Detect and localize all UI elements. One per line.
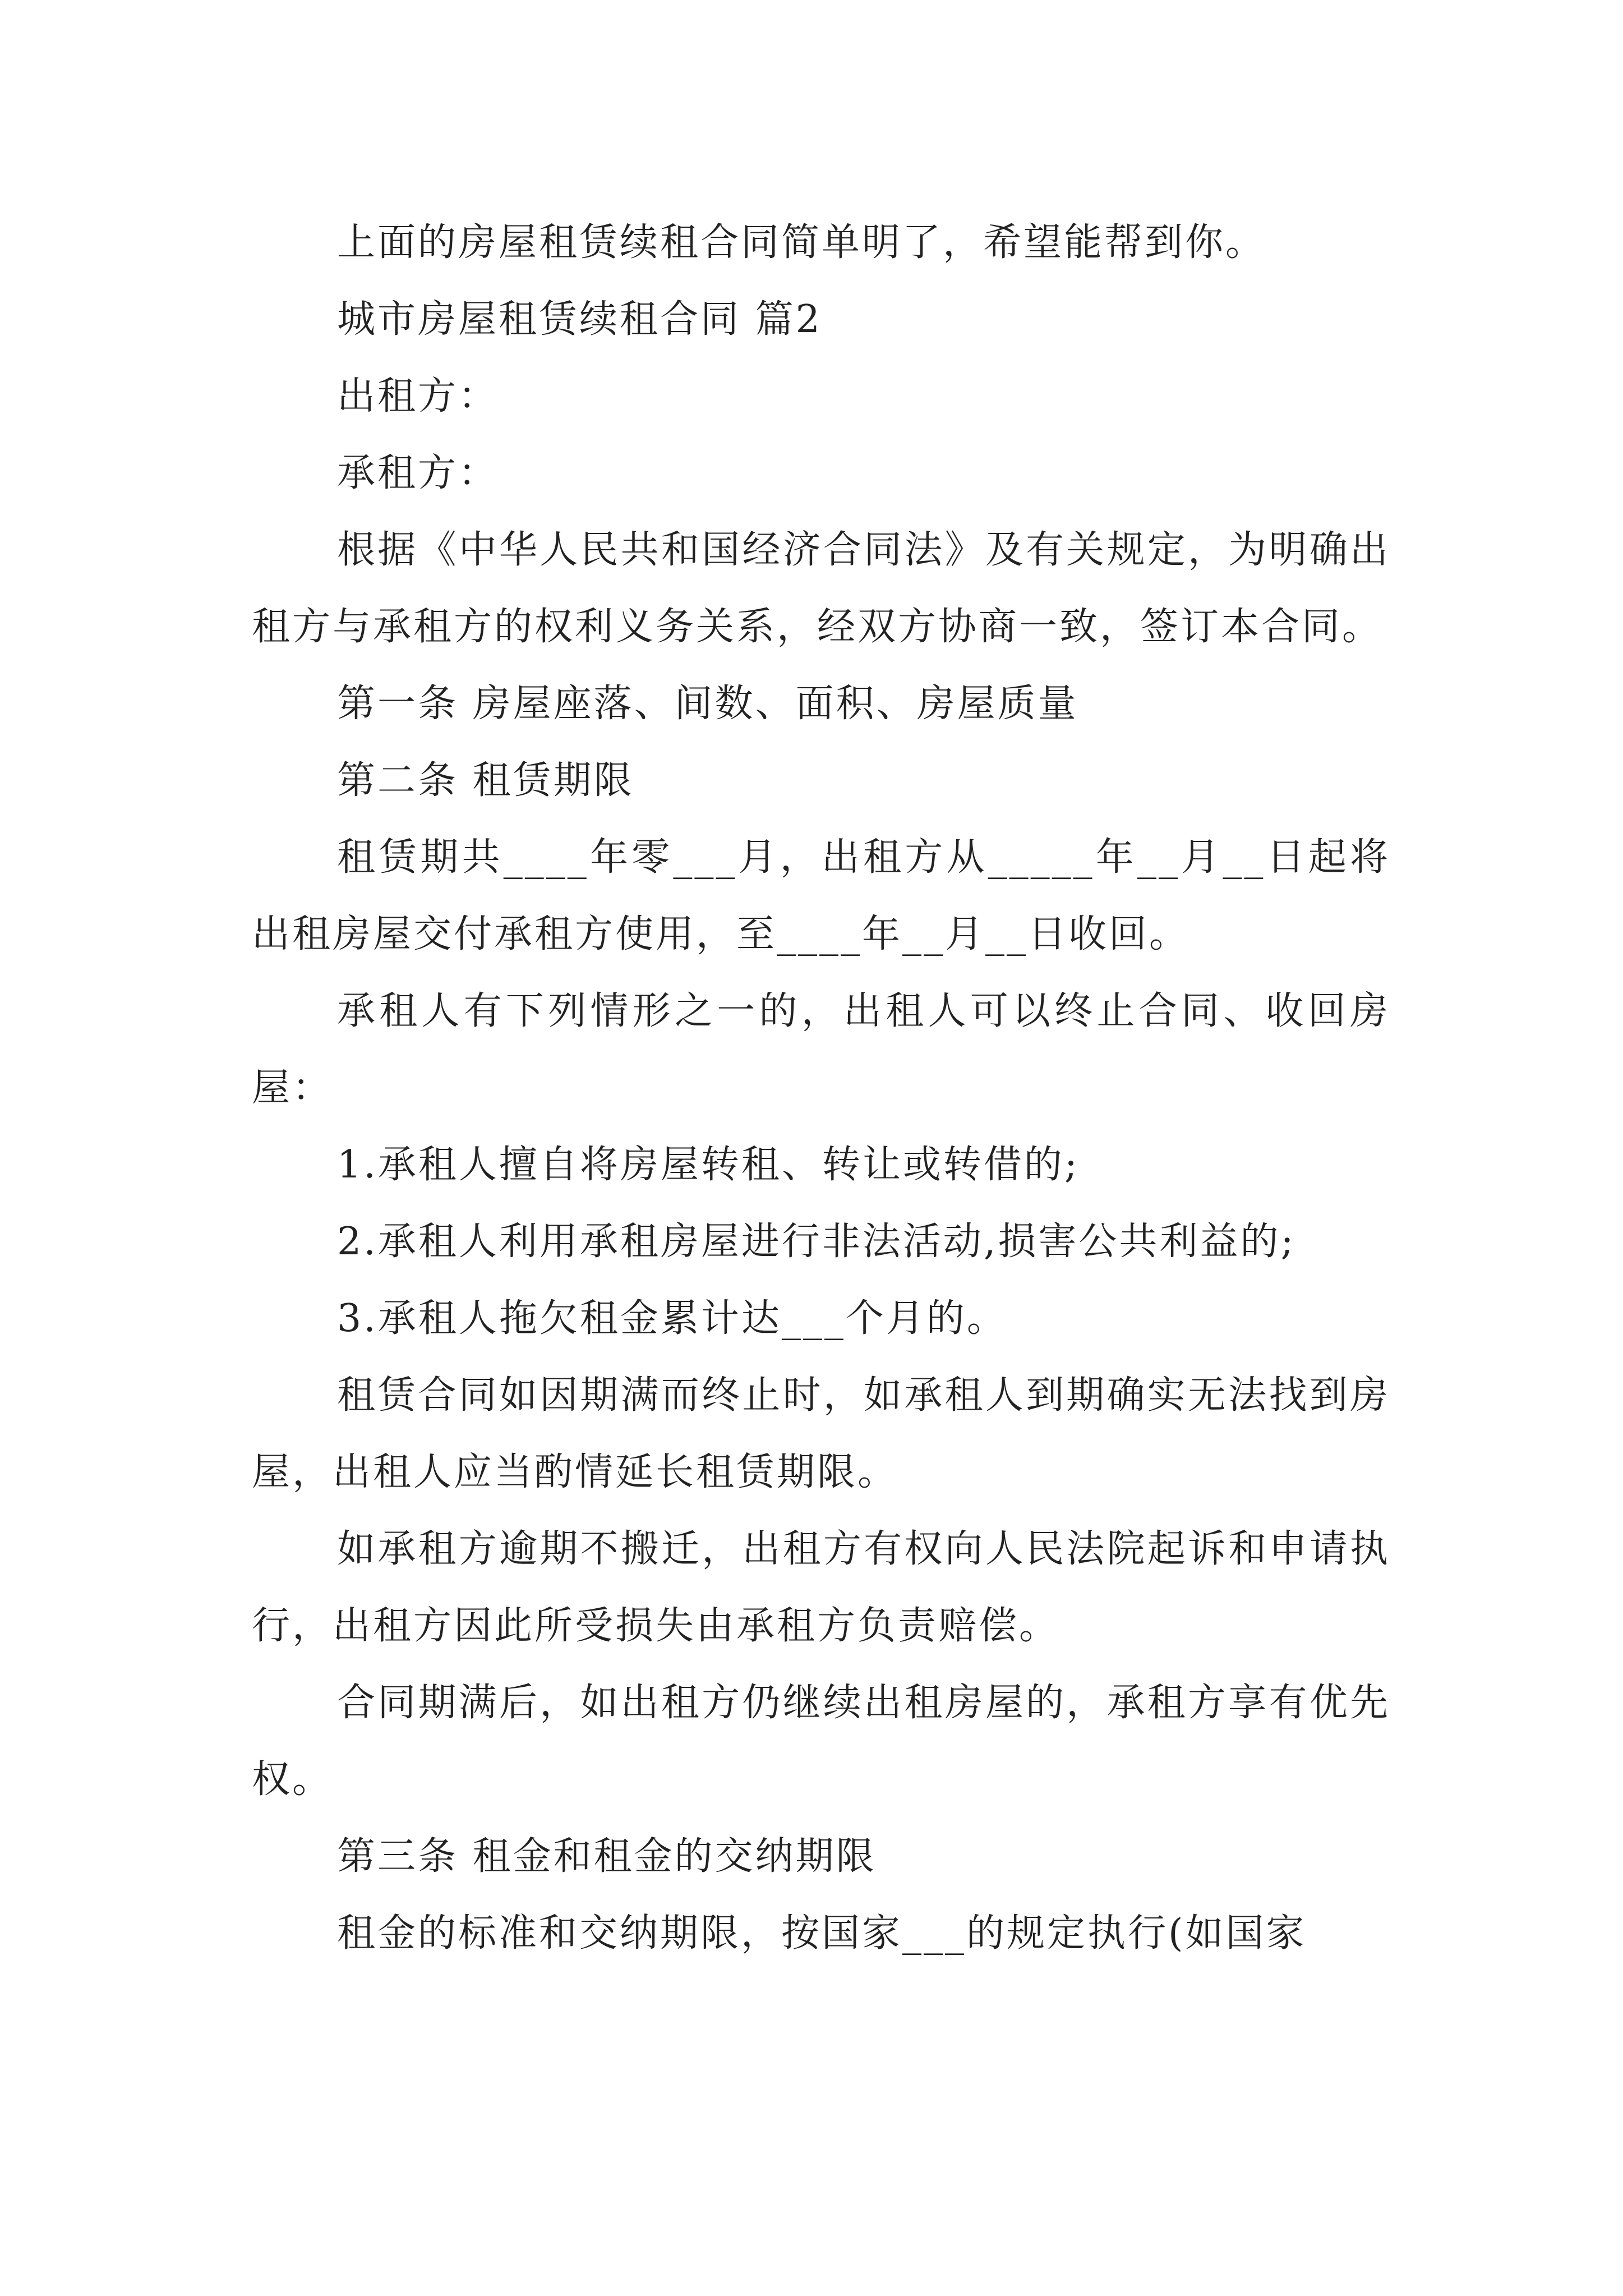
article-heading: 第一条 房屋座落、间数、面积、房屋质量 bbox=[337, 682, 1078, 726]
paragraph: 租赁合同如因期满而终止时，如承租人到期确实无法找到房屋，出租人应当酌情延长租赁期限。 bbox=[252, 1373, 1390, 1494]
paragraph: 如承租方逾期不搬迁，出租方有权向人民法院起诉和申请执行，出租方因此所受损失由承租方负责赔偿。 bbox=[252, 1527, 1390, 1648]
lessor-field: 出租方： bbox=[337, 374, 499, 418]
document-body bbox=[252, 204, 1390, 1972]
lessee-field: 承租方： bbox=[337, 451, 499, 495]
article-heading: 第二条 租赁期限 bbox=[337, 758, 634, 803]
paragraph: 租赁期共____年零___月，出租方从_____年__月__日起将出租房屋交付承租方使用，至____年__月__日收回。 bbox=[252, 835, 1390, 956]
section-title: 城市房屋租赁续租合同 篇2 bbox=[337, 297, 822, 342]
list-item: 1.承租人擅自将房屋转租、转让或转借的; bbox=[337, 1143, 1080, 1187]
list-item: 3.承租人拖欠租金累计达___个月的。 bbox=[337, 1296, 1007, 1341]
article-heading: 第三条 租金和租金的交纳期限 bbox=[337, 1834, 877, 1879]
paragraph: 根据《中华人民共和国经济合同法》及有关规定，为明确出租方与承租方的权利义务关系，经双方协商一致，签订本合同。 bbox=[252, 528, 1390, 649]
paragraph: 上面的房屋租赁续租合同简单明了，希望能帮到你。 bbox=[337, 220, 1266, 265]
paragraph: 租金的标准和交纳期限，按国家___的规定执行(如国家 bbox=[337, 1911, 1307, 1955]
paragraph: 合同期满后，如出租方仍继续出租房屋的，承租方享有优先权。 bbox=[252, 1681, 1390, 1802]
list-item: 2.承租人利用承租房屋进行非法活动,损害公共利益的; bbox=[337, 1220, 1296, 1264]
paragraph: 承租人有下列情形之一的，出租人可以终止合同、收回房屋： bbox=[252, 989, 1390, 1110]
